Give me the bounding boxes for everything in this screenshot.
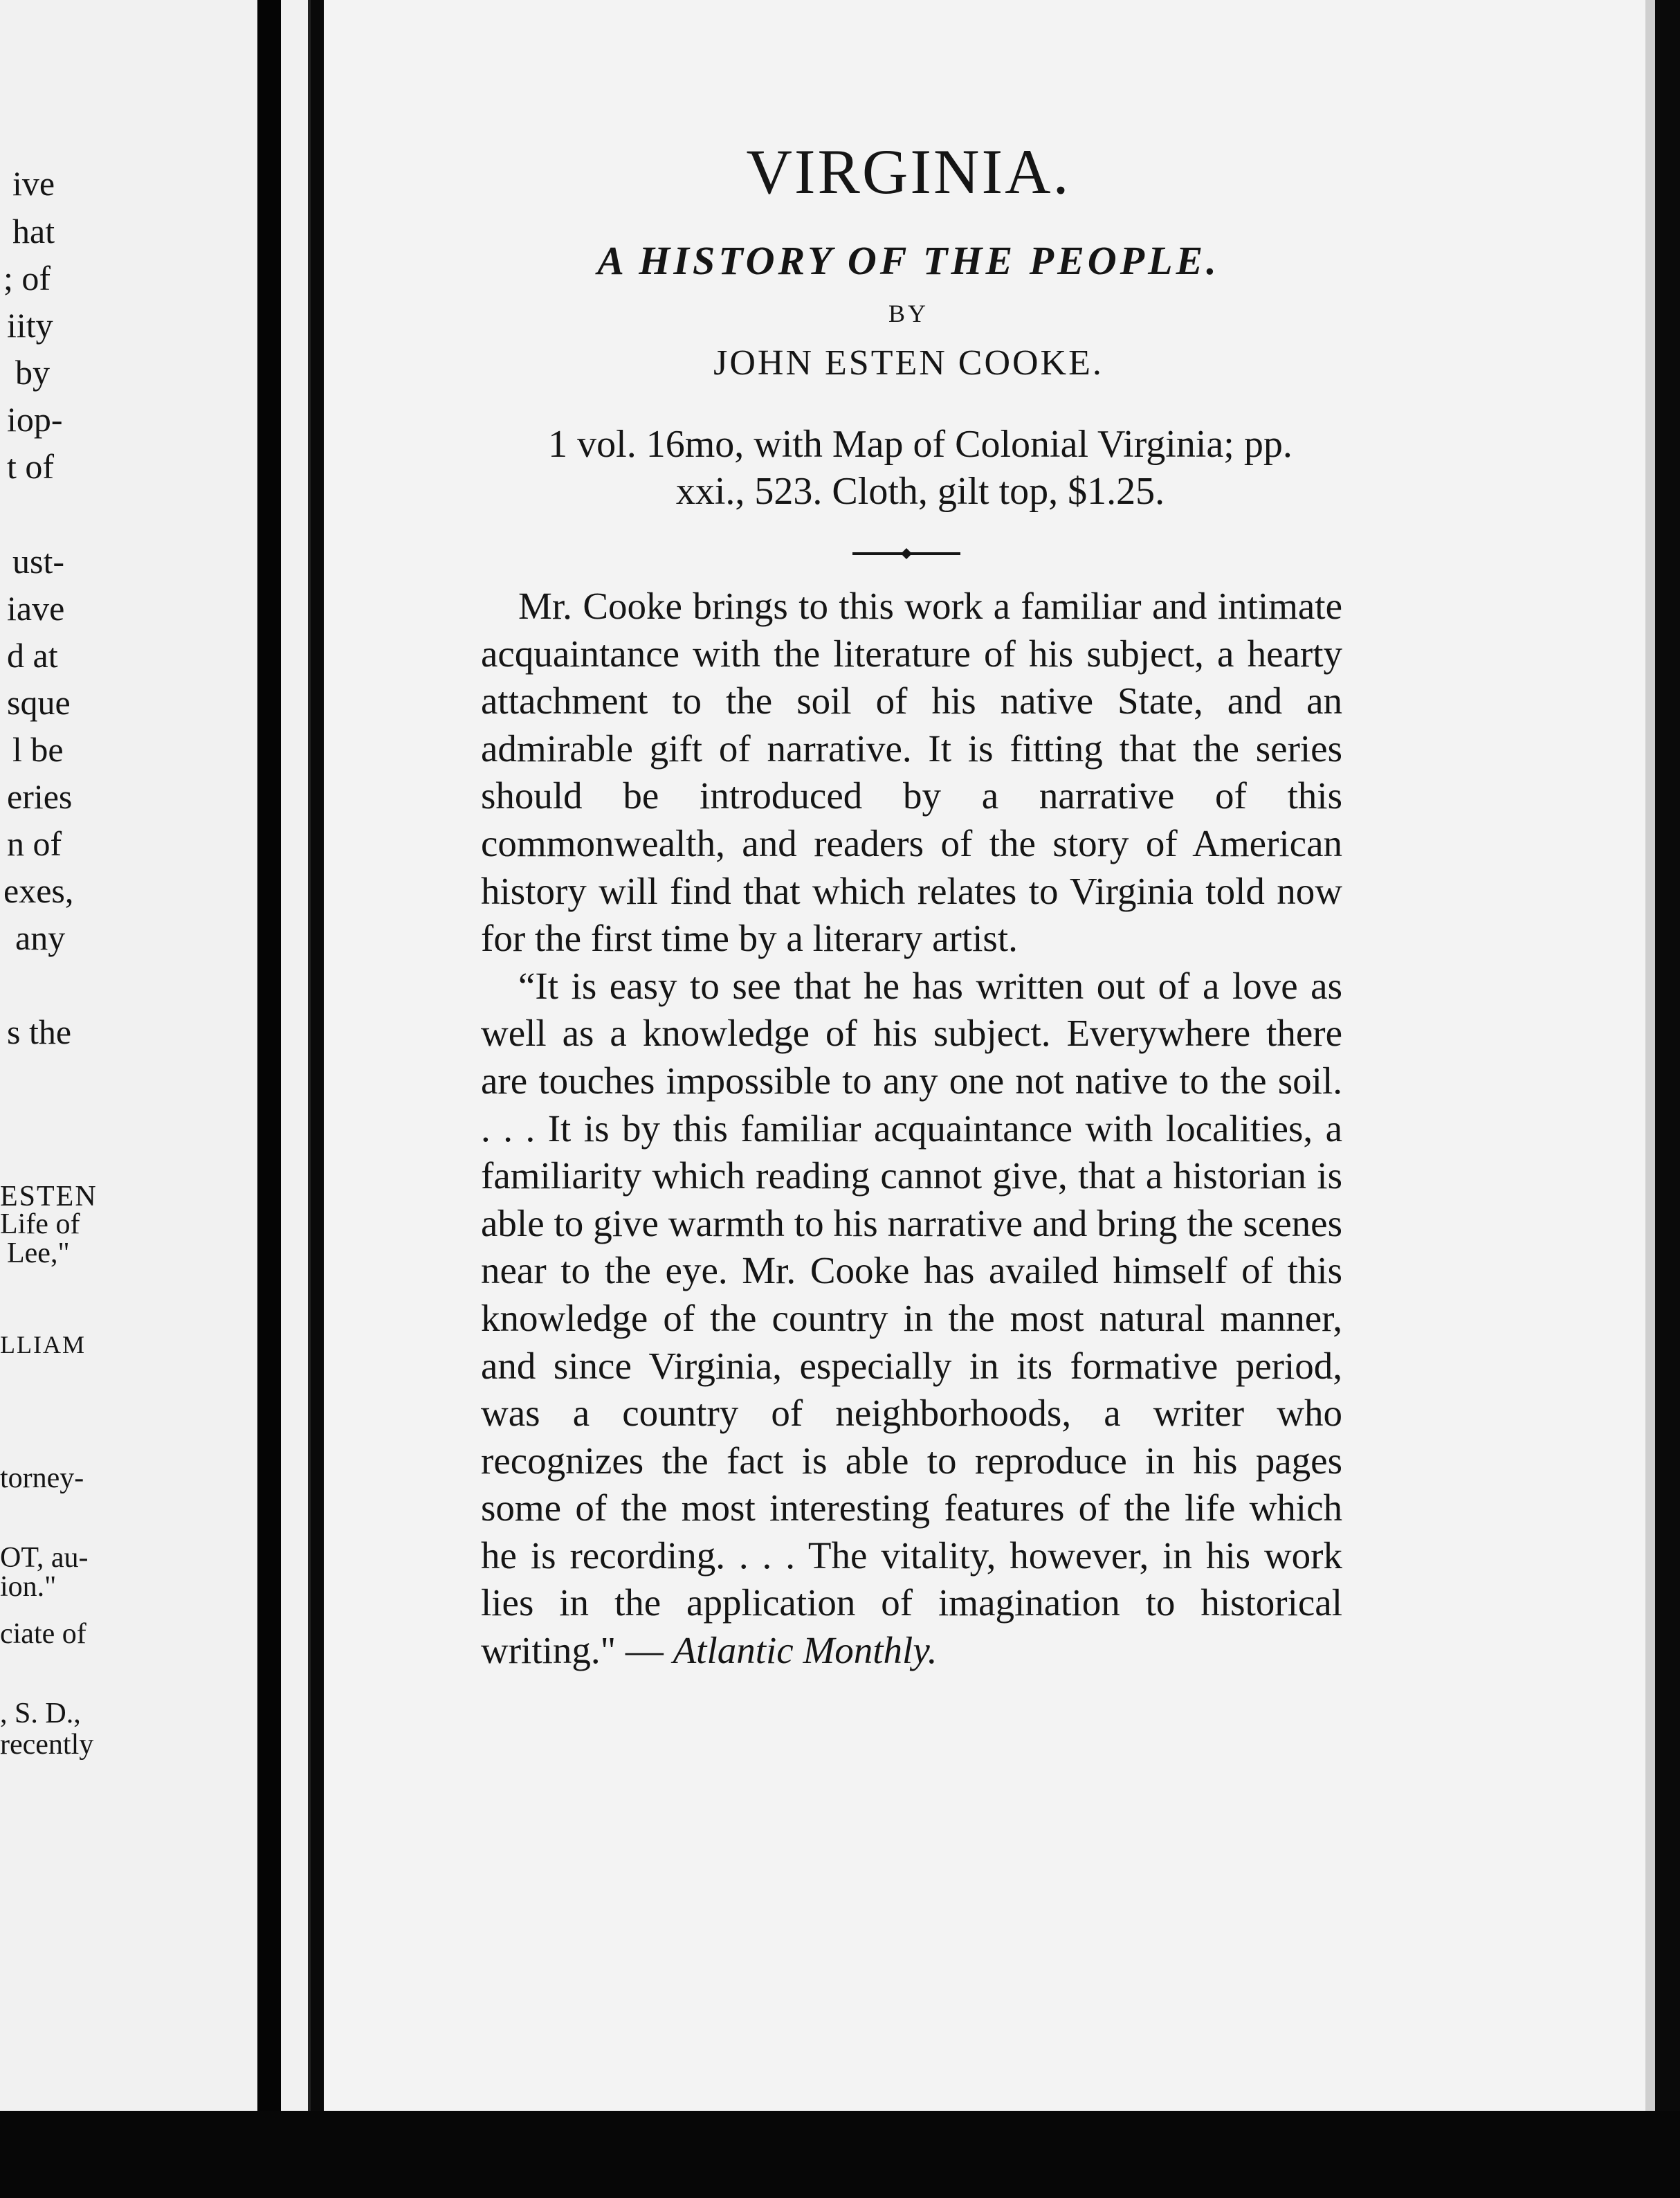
facing-fragment: s the — [7, 1012, 72, 1051]
book-spine-shadow — [257, 0, 281, 2111]
facing-fragment: iity — [7, 306, 53, 345]
facing-fragment: hat — [12, 212, 55, 251]
facing-fragment: n of — [7, 824, 62, 863]
facing-fragment: sque — [7, 683, 71, 722]
facing-fragment: ; of — [3, 259, 51, 298]
facing-fragment: ciate of — [0, 1618, 86, 1650]
book-title: VIRGINIA. — [746, 136, 1071, 207]
review-source: Atlantic Monthly. — [673, 1629, 938, 1672]
page-edge — [1645, 0, 1655, 2111]
author-name: JOHN ESTEN COOKE. — [713, 343, 1104, 383]
review-quote: “It is easy to see that he has written out of a love as well as a knowledge of his subject. Everywhere there are touches impossible to any one not native to the soil. . . . It is by this familiar acquaintance with localities, a familiarity which reading cannot give, that a historian is able to give warmth to his narrative and bring the scenes near to the eye. Mr. Cooke has availed himself of this knowledge of the country in the most natural manner, and since Virginia, especially in its formative period, was a country of neighborhoods, a writer who recognizes the fact is able to reproduce in his pages some of the most interesting features of the life which he is recording. . . . The vitality, however, in his work lies in the application of imagination to historical writing." — — [481, 964, 1342, 1672]
facing-fragment: recently — [0, 1729, 94, 1761]
facing-fragment: ion." — [0, 1571, 57, 1603]
publication-info-line: 1 vol. 16mo, with Map of Colonial Virginia; pp. — [548, 423, 1293, 466]
review-paragraph — [481, 963, 1342, 1675]
facing-fragment: ESTEN — [0, 1181, 98, 1212]
facing-fragment: ust- — [12, 542, 64, 581]
book-subtitle: A HISTORY OF THE PEOPLE. — [597, 238, 1220, 283]
facing-fragment: any — [15, 918, 66, 957]
facing-fragment: OT, au- — [0, 1542, 89, 1574]
facing-fragment: t of — [7, 447, 55, 486]
facing-fragment: , S. D., — [0, 1698, 81, 1729]
facing-fragment: LLIAM — [0, 1331, 86, 1359]
facing-fragment: Life of — [0, 1208, 80, 1240]
facing-fragment: Lee," — [7, 1237, 70, 1269]
facing-fragment: ive — [12, 164, 55, 203]
scan-background — [0, 2111, 1680, 2198]
ornament-divider — [851, 547, 962, 561]
facing-fragment: iave — [7, 589, 65, 628]
by-line: BY — [888, 300, 929, 327]
facing-page — [0, 0, 311, 2111]
facing-fragment: iop- — [7, 400, 63, 439]
facing-fragment: d at — [7, 636, 58, 675]
facing-fragment: eries — [7, 777, 73, 816]
facing-fragment: by — [15, 353, 50, 392]
review-text — [481, 583, 1342, 1675]
facing-fragment: torney- — [0, 1462, 84, 1494]
facing-page-text — [0, 0, 257, 2111]
facing-fragment: exes, — [3, 871, 74, 910]
publication-info-line: xxi., 523. Cloth, gilt top, $1.25. — [675, 470, 1165, 513]
publication-info — [471, 421, 1370, 515]
facing-fragment: l be — [12, 730, 64, 769]
review-paragraph: Mr. Cooke brings to this work a familiar and intimate acquaintance with the literature of his subject, a hearty attachment to the soil of his native State, and an admirable gift of narrative. It is fitting that the series should be introduced by a narrative of this commonwealth, and readers of the story of American history will find that which relates to Virginia told now for the first time by a literary artist. — [481, 585, 1342, 960]
